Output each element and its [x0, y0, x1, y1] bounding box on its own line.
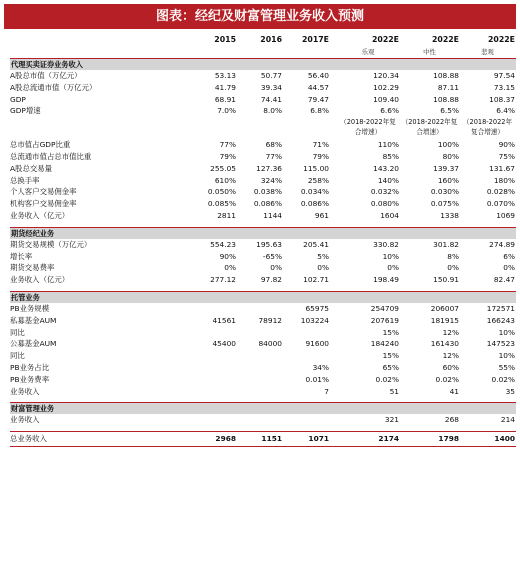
table-cell: 80% [442, 151, 459, 161]
table-cell: 1338 [440, 210, 459, 220]
table-cell: 90% [219, 251, 236, 261]
table-cell: 102.29 [373, 82, 399, 92]
col-header: 2015 [214, 35, 236, 44]
col-header: 2017E [301, 35, 329, 44]
table-cell: 198.49 [373, 275, 399, 285]
table-cell: 0.030% [430, 187, 459, 197]
table-cell: 195.63 [256, 239, 282, 249]
table-cell: 0.086% [253, 199, 282, 209]
row-label: 机构客户交易佣金率 [10, 199, 77, 209]
table-cell: 0% [224, 263, 236, 273]
table-cell: 258% [307, 175, 329, 185]
table-cell: 90% [498, 140, 515, 150]
note-cell: （2018-2022年复合增速） [462, 118, 513, 137]
table-cell: 8% [447, 251, 459, 261]
table-cell: 143.20 [373, 163, 399, 173]
table-cell: 51 [389, 386, 399, 396]
table-cell: 79% [219, 151, 236, 161]
table-cell: 108.88 [433, 94, 459, 104]
table-cell: 71% [312, 140, 329, 150]
table-row [10, 303, 516, 315]
table-row [10, 139, 516, 151]
scenario-label: 悲观 [481, 48, 494, 56]
table-row [10, 315, 516, 327]
table-cell: 181915 [430, 315, 459, 325]
table-cell: 82.47 [493, 275, 515, 285]
col-header: 2022E [371, 35, 399, 44]
table-cell: 0.02% [375, 374, 399, 384]
table-cell: 147523 [486, 339, 515, 349]
table-cell: 108.37 [489, 94, 515, 104]
table-row [10, 327, 516, 339]
table-cell: 41561 [212, 315, 236, 325]
row-label: PB业务占比 [10, 362, 50, 372]
table-cell: 255.05 [210, 163, 236, 173]
section-header: 期货经纪业务 [10, 228, 516, 239]
row-label: 总业务收入 [10, 434, 47, 444]
table-cell: 15% [382, 351, 399, 361]
table-cell: 68.91 [214, 94, 236, 104]
table-row [10, 105, 516, 117]
table-cell: 160% [437, 175, 459, 185]
table-cell: 45400 [212, 339, 236, 349]
total-cell: 2174 [378, 434, 399, 444]
table-row [10, 82, 516, 94]
table-cell: 0.01% [305, 374, 329, 384]
table-cell: 2811 [217, 210, 236, 220]
table-row [10, 251, 516, 263]
scenario-label: 中性 [423, 48, 436, 56]
table-cell: 6.8% [310, 106, 329, 116]
table-cell: 206007 [430, 303, 459, 313]
table-row [10, 70, 516, 82]
table-cell: 108.88 [433, 71, 459, 80]
row-label: 总换手率 [10, 175, 40, 185]
table-cell: 78912 [258, 315, 282, 325]
note-row [10, 117, 516, 139]
table-cell: -65% [262, 251, 282, 261]
table-cell: 41 [449, 386, 459, 396]
table-cell: 0.038% [253, 187, 282, 197]
table-cell: 0.075% [430, 199, 459, 209]
row-label: 总流通市值占总市值比重 [10, 151, 92, 161]
table-row [10, 374, 516, 386]
table-cell: 150.91 [433, 275, 459, 285]
table-cell: 77% [219, 140, 236, 150]
row-label: 业务收入 [10, 415, 40, 425]
row-label: 总市值占GDP比重 [10, 140, 71, 150]
table-cell: 140% [377, 175, 399, 185]
table-cell: 0.02% [491, 374, 515, 384]
row-label: 同比 [10, 327, 25, 337]
row-label: 业务收入（亿元） [10, 275, 70, 285]
row-label: PB业务费率 [10, 374, 50, 384]
row-label: PB业务规模 [10, 303, 50, 313]
table-row [10, 262, 516, 274]
row-label: 期货交易规模（万亿元） [10, 239, 92, 249]
table-row [10, 163, 516, 175]
table-cell: 100% [437, 140, 459, 150]
table-cell: 56.40 [307, 71, 329, 80]
table-cell: 324% [260, 175, 282, 185]
table-cell: 0% [317, 263, 329, 273]
table-cell: 5% [317, 251, 329, 261]
table-cell: 554.23 [210, 239, 236, 249]
row-label: 私募基金AUM [10, 315, 57, 325]
table-cell: 0% [270, 263, 282, 273]
table-cell: 1604 [380, 210, 399, 220]
table-cell: 0.080% [370, 199, 399, 209]
table-row [10, 338, 516, 350]
table-cell: 50.77 [260, 71, 282, 80]
table-cell: 139.37 [433, 163, 459, 173]
row-label: GDP增速 [10, 106, 41, 116]
table-cell: 10% [498, 351, 515, 361]
table-cell: 161430 [430, 339, 459, 349]
table-cell: 65% [382, 362, 399, 372]
table-cell: 53.13 [214, 71, 236, 80]
table-cell: 79.47 [307, 94, 329, 104]
table-cell: 0% [503, 263, 515, 273]
bottom-divider [10, 446, 516, 447]
table-cell: 55% [498, 362, 515, 372]
table-cell: 75% [498, 151, 515, 161]
table-cell: 8.0% [263, 106, 282, 116]
forecast-table [10, 32, 516, 447]
table-cell: 102.71 [303, 275, 329, 285]
table-cell: 44.57 [307, 82, 329, 92]
table-cell: 0.02% [435, 374, 459, 384]
table-cell: 6.6% [380, 106, 399, 116]
table-row [10, 362, 516, 374]
row-label: 同比 [10, 351, 25, 361]
table-cell: 0.028% [486, 187, 515, 197]
row-label: A股总交易量 [10, 163, 53, 173]
row-label: 业务收入（亿元） [10, 210, 70, 220]
table-cell: 12% [442, 327, 459, 337]
table-cell: 7.0% [217, 106, 236, 116]
table-cell: 301.82 [433, 239, 459, 249]
table-cell: 84000 [258, 339, 282, 349]
table-row [10, 151, 516, 163]
table-cell: 15% [382, 327, 399, 337]
table-cell: 0.050% [207, 187, 236, 197]
table-row [10, 414, 516, 426]
table-header-row [10, 32, 516, 47]
table-cell: 10% [382, 251, 399, 261]
table-cell: 180% [493, 175, 515, 185]
table-cell: 6.5% [440, 106, 459, 116]
row-label: GDP [10, 94, 26, 104]
table-cell: 7 [324, 386, 329, 396]
row-label: 公募基金AUM [10, 339, 57, 349]
table-cell: 85% [382, 151, 399, 161]
scenario-label: 乐观 [361, 48, 375, 56]
table-cell: 254709 [370, 303, 399, 313]
col-header: 2022E [487, 35, 515, 44]
row-label: A股总流通市值（万亿元） [10, 82, 97, 92]
table-cell: 961 [314, 210, 329, 220]
table-cell: 274.89 [489, 239, 515, 249]
table-cell: 0.032% [370, 187, 399, 197]
table-cell: 87.11 [437, 82, 459, 92]
table-cell: 207619 [370, 315, 399, 325]
table-cell: 35 [505, 386, 515, 396]
table-cell: 12% [442, 351, 459, 361]
table-cell: 172571 [486, 303, 515, 313]
total-cell: 2968 [215, 434, 236, 444]
note-cell: （2018-2022年复合增速） [340, 118, 396, 137]
table-cell: 97.54 [493, 71, 515, 80]
table-row [10, 210, 516, 222]
table-cell: 41.79 [214, 82, 236, 92]
table-cell: 0% [447, 263, 459, 273]
table-row [10, 274, 516, 286]
table-cell: 39.34 [260, 82, 282, 92]
table-cell: 610% [214, 175, 236, 185]
table-cell: 10% [498, 327, 515, 337]
table-cell: 214 [500, 415, 515, 425]
table-cell: 166243 [486, 315, 515, 325]
table-cell: 97.82 [260, 275, 282, 285]
table-cell: 77% [265, 151, 282, 161]
row-label: A股总市值（万亿元） [10, 71, 82, 80]
row-label: 业务收入 [10, 386, 40, 396]
chart-title: 图表：经纪及财富管理业务收入预测 [4, 4, 516, 29]
table-cell: 91600 [305, 339, 329, 349]
table-cell: 131.67 [489, 163, 515, 173]
table-cell: 330.82 [373, 239, 399, 249]
table-cell: 0% [387, 263, 399, 273]
table-row [10, 386, 516, 398]
table-cell: 74.41 [260, 94, 282, 104]
table-row [10, 94, 516, 106]
row-label: 期货交易费率 [10, 263, 55, 273]
table-cell: 0.085% [207, 199, 236, 209]
table-row [10, 350, 516, 362]
table-cell: 65975 [305, 303, 329, 313]
table-cell: 73.15 [493, 82, 515, 92]
total-cell: 1798 [438, 434, 459, 444]
table-cell: 109.40 [373, 94, 399, 104]
total-row [10, 431, 516, 446]
table-row [10, 239, 516, 251]
table-cell: 34% [312, 362, 329, 372]
col-header: 2022E [431, 35, 459, 44]
table-cell: 68% [265, 140, 282, 150]
table-row [10, 175, 516, 187]
table-cell: 110% [377, 140, 399, 150]
note-cell: （2018-2022年复合增速） [401, 118, 458, 137]
table-cell: 0.034% [300, 187, 329, 197]
row-label: 增长率 [10, 251, 33, 261]
table-cell: 0.070% [486, 199, 515, 209]
row-label: 个人客户交易佣金率 [10, 187, 77, 197]
table-cell: 205.41 [303, 239, 329, 249]
table-cell: 115.00 [303, 163, 329, 173]
table-cell: 127.36 [256, 163, 282, 173]
table-cell: 184240 [370, 339, 399, 349]
table-row [10, 186, 516, 198]
table-cell: 6.4% [496, 106, 515, 116]
scenario-row [10, 47, 516, 58]
table-row [10, 198, 516, 210]
table-cell: 0.086% [300, 199, 329, 209]
total-cell: 1071 [308, 434, 329, 444]
section-header: 托管业务 [10, 292, 516, 303]
table-cell: 321 [384, 415, 399, 425]
total-cell: 1400 [494, 434, 515, 444]
table-cell: 120.34 [373, 71, 399, 80]
table-cell: 60% [442, 362, 459, 372]
section-header: 代理买卖证券业务收入 [10, 59, 516, 70]
table-cell: 1069 [496, 210, 515, 220]
table-cell: 1144 [263, 210, 282, 220]
total-cell: 1151 [261, 434, 282, 444]
section-header: 财富管理业务 [10, 403, 516, 414]
table-cell: 79% [312, 151, 329, 161]
table-cell: 277.12 [210, 275, 236, 285]
table-cell: 268 [444, 415, 459, 425]
table-cell: 103224 [300, 315, 329, 325]
col-header: 2016 [260, 35, 282, 44]
table-cell: 6% [503, 251, 515, 261]
